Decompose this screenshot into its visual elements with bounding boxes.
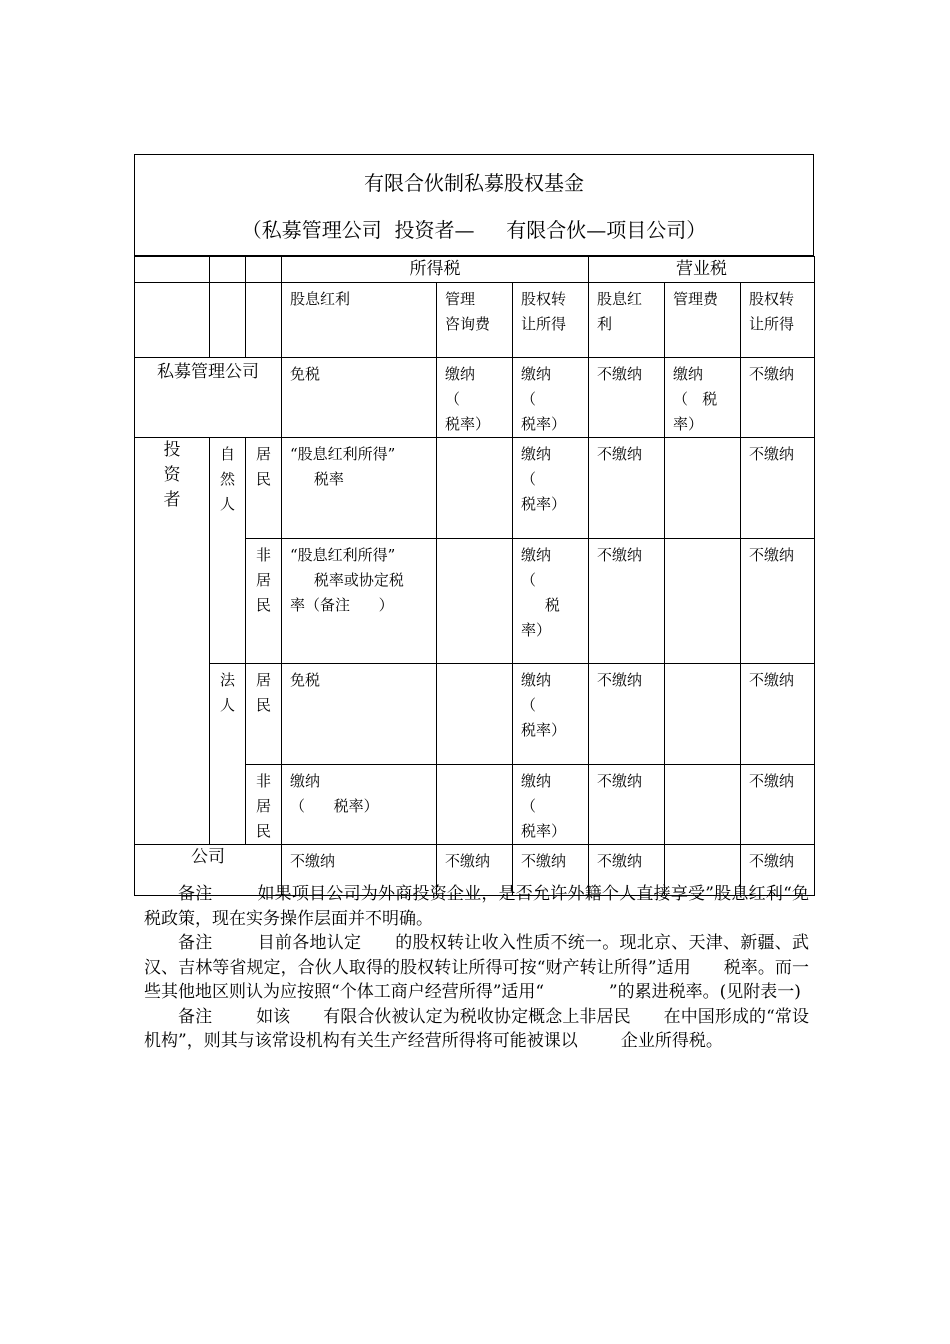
col-biz-mgmt-fee: 管理费 bbox=[665, 283, 741, 358]
empty-cell bbox=[437, 539, 513, 664]
table-cell: 不缴纳 bbox=[589, 438, 665, 539]
row-label-resident: 居 民 bbox=[246, 438, 282, 539]
empty-cell bbox=[246, 283, 282, 358]
row-label-company: 公司 bbox=[135, 845, 282, 896]
row-label-legal-person: 法 人 bbox=[210, 664, 246, 845]
empty-cell bbox=[437, 765, 513, 845]
table-cell: 免税 bbox=[282, 664, 437, 765]
table-cell: 不缴纳 bbox=[741, 664, 815, 765]
empty-cell bbox=[665, 664, 741, 765]
table-cell: 不缴纳 bbox=[741, 539, 815, 664]
table-title: 有限合伙制私募股权基金 bbox=[364, 171, 584, 195]
business-tax-header: 营业税 bbox=[589, 257, 815, 283]
table-cell: 缴纳 （ 税率） bbox=[513, 664, 589, 765]
row-label-investor: 投 资 者 bbox=[135, 438, 210, 845]
row-label-nonresident: 非 居 民 bbox=[246, 765, 282, 845]
table-cell: “股息红利所得” 税率 bbox=[282, 438, 437, 539]
table-cell: 不缴纳 bbox=[437, 845, 513, 896]
income-tax-header: 所得税 bbox=[282, 257, 589, 283]
row-label-natural-person: 自 然 人 bbox=[210, 438, 246, 664]
row-label-nonresident: 非 居 民 bbox=[246, 539, 282, 664]
col-biz-equity-transfer: 股权转 让所得 bbox=[741, 283, 815, 358]
empty-cell bbox=[437, 664, 513, 765]
table-cell: 缴纳 （ 税 率） bbox=[513, 539, 589, 664]
col-income-mgmt-fee: 管理 咨询费 bbox=[437, 283, 513, 358]
empty-cell bbox=[135, 283, 210, 358]
table-cell: 不缴纳 bbox=[589, 845, 665, 896]
table-cell: 免税 bbox=[282, 358, 437, 438]
note-paragraph: 备注 目前各地认定 的股权转让收入性质不统一。现北京、天津、新疆、武汉、吉林等省规定，合伙人取得的股权转让所得可按“财产转让所得”适用 税率。而一些其他地区则认为应按照“个体工商户经营所得”适用“ ”的累进税率。(见附表一) bbox=[144, 933, 809, 1002]
table-cell: 不缴纳 bbox=[589, 358, 665, 438]
empty-cell bbox=[665, 765, 741, 845]
table-cell: 不缴纳 bbox=[589, 539, 665, 664]
table-cell: 不缴纳 bbox=[741, 438, 815, 539]
empty-cell bbox=[210, 257, 246, 283]
empty-cell bbox=[665, 438, 741, 539]
note-paragraph: 备注 如果项目公司为外商投资企业，是否允许外籍个人直接享受”股息红利“免税政策，现在实务操作层面并不明确。 bbox=[144, 884, 809, 929]
empty-cell bbox=[210, 283, 246, 358]
table-cell: 缴纳 （ 税率） bbox=[513, 765, 589, 845]
col-biz-dividend: 股息红 利 bbox=[589, 283, 665, 358]
table-cell: 缴纳 （ 税 率） bbox=[665, 358, 741, 438]
empty-cell bbox=[135, 257, 210, 283]
notes-section bbox=[144, 882, 809, 1054]
col-income-dividend: 股息红利 bbox=[282, 283, 437, 358]
tax-table bbox=[134, 256, 815, 896]
row-label-resident: 居 民 bbox=[246, 664, 282, 765]
table-cell: 不缴纳 bbox=[741, 845, 815, 896]
table-cell: 缴纳 （ 税率） bbox=[513, 438, 589, 539]
table-cell: 不缴纳 bbox=[741, 358, 815, 438]
table-cell: 缴纳 （ 税率） bbox=[513, 358, 589, 438]
row-label-mgmt-company: 私募管理公司 bbox=[135, 358, 282, 438]
table-cell: 缴纳 （ 税率） bbox=[282, 765, 437, 845]
empty-cell bbox=[246, 257, 282, 283]
table-cell: 不缴纳 bbox=[513, 845, 589, 896]
note-paragraph: 备注 如该 有限合伙被认定为税收协定概念上非居民 在中国形成的“常设机构”，则其与该常设机构有关生产经营所得将可能被课以 企业所得税。 bbox=[144, 1006, 809, 1051]
table-title-box bbox=[134, 154, 814, 256]
table-cell: 不缴纳 bbox=[282, 845, 437, 896]
table-cell: 缴纳 （ 税率） bbox=[437, 358, 513, 438]
empty-cell bbox=[665, 539, 741, 664]
col-income-equity-transfer: 股权转 让所得 bbox=[513, 283, 589, 358]
table-cell: 不缴纳 bbox=[741, 765, 815, 845]
empty-cell bbox=[437, 438, 513, 539]
table-subtitle: （私募管理公司 投资者— 有限合伙—项目公司） bbox=[241, 218, 707, 242]
table-cell: “股息红利所得” 税率或协定税 率（备注 ） bbox=[282, 539, 437, 664]
table-cell: 不缴纳 bbox=[589, 765, 665, 845]
table-cell: 不缴纳 bbox=[589, 664, 665, 765]
